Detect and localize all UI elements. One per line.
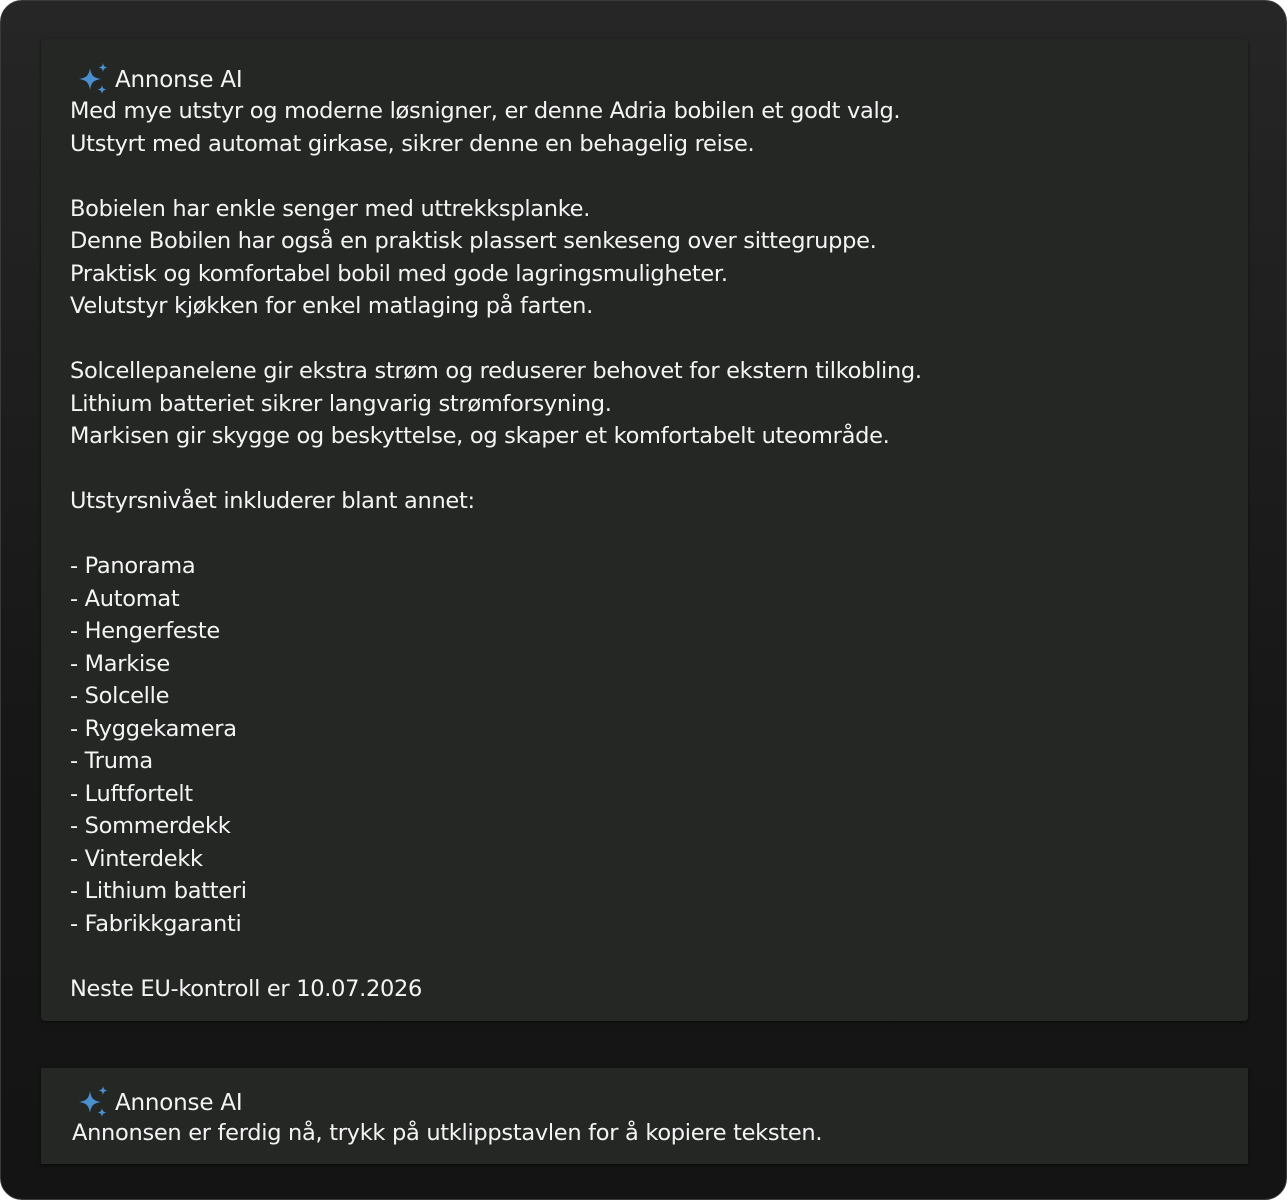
- blank-line: [70, 453, 922, 486]
- ai-message-card: [41, 39, 1248, 1021]
- message-line: Bobielen har enkle senger med uttrekksplanke.: [70, 195, 591, 222]
- blank-line: [70, 160, 922, 193]
- sender-name: Annonse AI: [115, 1090, 243, 1116]
- message-header: [73, 1086, 243, 1120]
- message-line: Markisen gir skygge og beskyttelse, og skaper et komfortabelt uteområde.: [70, 423, 890, 449]
- message-line: Med mye utstyr og moderne løsnigner, er denne Adria bobilen et godt valg.: [70, 98, 901, 124]
- blank-line: [70, 323, 922, 356]
- equipment-list-item: - Truma: [70, 748, 153, 774]
- equipment-list-item: - Panorama: [70, 553, 196, 579]
- sparkle-icon: [73, 63, 113, 97]
- equipment-list-item: - Vinterdekk: [70, 845, 203, 872]
- equipment-list-item: - Hengerfeste: [70, 618, 220, 644]
- equipment-list-item: - Ryggekamera: [70, 715, 237, 742]
- message-header: [73, 63, 243, 97]
- sender-name: Annonse AI: [115, 67, 243, 93]
- equipment-list-item: - Solcelle: [70, 683, 170, 709]
- equipment-list-item: - Lithium batteri: [70, 878, 247, 904]
- equipment-list-item: - Luftfortelt: [70, 780, 193, 807]
- ai-status-card: [41, 1068, 1248, 1164]
- message-line: Solcellepanelene gir ekstra strøm og reduserer behovet for ekstern tilkobling.: [70, 358, 922, 384]
- equipment-list-item: - Fabrikkgaranti: [70, 910, 242, 937]
- sparkle-icon: [73, 1086, 113, 1120]
- equipment-list-item: - Sommerdekk: [70, 813, 231, 839]
- message-line: Lithium batteriet sikrer langvarig strømforsyning.: [70, 390, 612, 417]
- message-line: Denne Bobilen har også en praktisk plassert senkeseng over sittegruppe.: [70, 228, 877, 254]
- message-line: Utstyrt med automat girkase, sikrer denne en behagelig reise.: [70, 130, 755, 157]
- equipment-list-item: - Markise: [70, 650, 170, 677]
- blank-line: [70, 940, 922, 973]
- message-line: Annonsen er ferdig nå, trykk på utklippstavlen for å kopiere teksten.: [72, 1120, 823, 1146]
- message-line: Utstyrsnivået inkluderer blant annet:: [70, 488, 475, 514]
- blank-line: [70, 518, 922, 551]
- message-body: [70, 95, 922, 1005]
- message-line: Neste EU-kontroll er 10.07.2026: [70, 975, 423, 1002]
- message-line: Velutstyr kjøkken for enkel matlaging på farten.: [70, 293, 593, 319]
- message-body: [72, 1117, 822, 1150]
- message-line: Praktisk og komfortabel bobil med gode lagringsmuligheter.: [70, 260, 728, 287]
- equipment-list-item: - Automat: [70, 585, 180, 612]
